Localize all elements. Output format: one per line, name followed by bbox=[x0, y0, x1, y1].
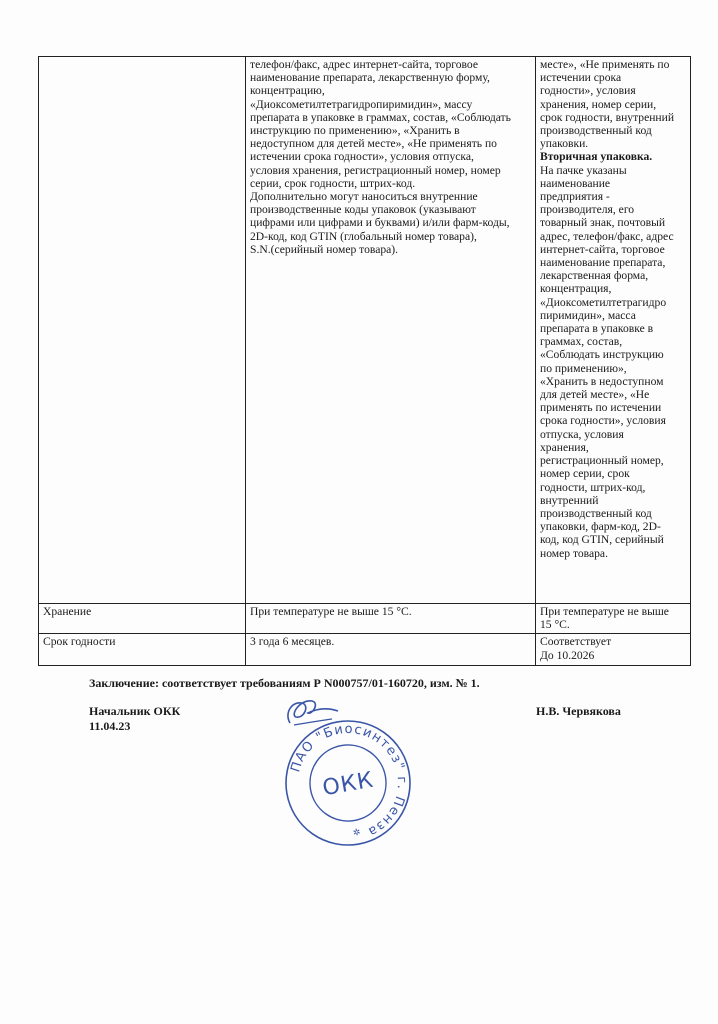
okk-stamp bbox=[283, 718, 413, 848]
requirement-text bbox=[250, 58, 532, 256]
requirement-line: недоступном для детей месте», «Не применять по bbox=[250, 137, 497, 151]
result-line: Соответствует bbox=[540, 635, 612, 649]
cell-label-shelf-life: Срок годности bbox=[39, 634, 246, 666]
result-line: применять по истечении bbox=[540, 401, 662, 415]
result-line: интернет-сайта, торговое bbox=[540, 242, 665, 256]
result-line: внутренний bbox=[540, 493, 599, 507]
stamp-ring-text: ПАО "Биосинтез" г. Пенза bbox=[288, 721, 410, 840]
result-text-primary bbox=[540, 58, 687, 150]
signatory-name: Н.В. Червякова bbox=[536, 704, 621, 718]
svg-text:✲: ✲ bbox=[352, 826, 362, 838]
requirement-line: S.N.(серийный номер товара). bbox=[250, 242, 399, 256]
result-line: упаковки, фарм-код, 2D- bbox=[540, 520, 661, 534]
table-row-packaging bbox=[39, 57, 691, 604]
result-line: годности», условия bbox=[540, 84, 636, 98]
result-line: лекарственная форма, bbox=[540, 269, 649, 283]
result-line: При температуре не выше bbox=[540, 605, 669, 618]
result-line: для детей месте», «Не bbox=[540, 388, 650, 402]
requirement-line: телефон/факс, адрес интернет-сайта, торговое bbox=[250, 58, 479, 71]
result-line: производственный код bbox=[540, 506, 652, 520]
result-line: «Диоксометилтетрагидро bbox=[540, 295, 667, 309]
signatory-date: 11.04.23 bbox=[89, 719, 131, 733]
cell-label-packaging bbox=[39, 57, 246, 604]
result-line: номер серии, срок bbox=[540, 467, 630, 481]
result-line: номер товара. bbox=[540, 546, 608, 560]
signatory-position: Начальник ОКК bbox=[89, 704, 181, 718]
result-line: отпуска, условия bbox=[540, 427, 624, 441]
requirement-line: инструкцию по применению», «Хранить в bbox=[250, 124, 460, 138]
result-line: годности, штрих-код, bbox=[540, 480, 646, 494]
result-line: На пачке указаны bbox=[540, 163, 627, 177]
cell-label-storage: Хранение bbox=[39, 604, 246, 634]
result-line: граммах, состав, bbox=[540, 335, 623, 349]
result-line: До 10.2026 bbox=[540, 648, 595, 662]
result-line: месте», «Не применять по bbox=[540, 58, 670, 71]
cell-requirement-shelf-life: 3 года 6 месяцев. bbox=[246, 634, 536, 666]
result-line: наименование bbox=[540, 176, 611, 190]
cell-result-shelf-life bbox=[536, 634, 691, 666]
result-line: «Соблюдать инструкцию bbox=[540, 348, 664, 362]
requirement-line: концентрацию, bbox=[250, 84, 325, 98]
result-line: хранения, номер серии, bbox=[540, 97, 657, 111]
result-line: по применению», bbox=[540, 361, 627, 375]
cell-requirement-storage: При температуре не выше 15 °С. bbox=[246, 604, 536, 634]
cell-result-storage bbox=[536, 604, 691, 634]
result-line: товарный знак, почтовый bbox=[540, 216, 666, 230]
result-line: 15 °С. bbox=[540, 618, 570, 632]
result-line: производственный код bbox=[540, 124, 652, 138]
cell-requirement-packaging bbox=[246, 57, 536, 604]
requirement-line: истечении срока годности», условия отпуска, bbox=[250, 150, 474, 164]
requirement-line: наименование препарата, лекарственную форму, bbox=[250, 71, 490, 85]
table-row-storage bbox=[39, 604, 691, 634]
requirement-line: препарата в упаковке в граммах, состав, «Соблюдать bbox=[250, 110, 511, 124]
result-text-secondary bbox=[540, 164, 687, 560]
table-row-shelf-life bbox=[39, 634, 691, 666]
result-line: срок годности, внутренний bbox=[540, 110, 675, 124]
result-line: концентрация, bbox=[540, 282, 612, 296]
result-line: регистрационный номер, bbox=[540, 454, 664, 468]
requirements-table bbox=[38, 56, 691, 666]
signatory-block bbox=[89, 704, 180, 734]
requirement-line: 2D-код, код GTIN (глобальный номер товара), bbox=[250, 229, 477, 243]
result-line: производителя, его bbox=[540, 203, 635, 217]
conclusion-text: Заключение: соответствует требованиям Р N000757/01-160720, изм. № 1. bbox=[89, 676, 480, 690]
result-line: истечении срока bbox=[540, 71, 622, 85]
requirement-line: условия хранения, регистрационный номер, номер bbox=[250, 163, 501, 177]
result-line: хранения, bbox=[540, 440, 589, 454]
requirement-line: производственные коды упаковок (указывают bbox=[250, 203, 476, 217]
result-line: адрес, телефон/факс, адрес bbox=[540, 229, 674, 243]
stamp-center-text: ОКК bbox=[320, 767, 376, 802]
result-line: наименование препарата, bbox=[540, 256, 666, 270]
result-line: код, код GTIN, серийный bbox=[540, 533, 664, 547]
result-line: «Хранить в недоступном bbox=[540, 374, 664, 388]
requirement-line: Дополнительно могут наноситься внутренние bbox=[250, 190, 478, 204]
cell-result-packaging bbox=[536, 57, 691, 604]
requirement-line: «Диоксометилтетрагидропиримидин», массу bbox=[250, 97, 473, 111]
requirement-line: серии, срок годности, штрих-код. bbox=[250, 176, 416, 190]
result-line: препарата в упаковке в bbox=[540, 322, 654, 336]
result-line: срока годности», условия bbox=[540, 414, 666, 428]
result-line: упаковки. bbox=[540, 137, 589, 151]
requirement-line: цифрами или цифрами и буквами) и/или фарм-коды, bbox=[250, 216, 510, 230]
result-line: пиримидин», масса bbox=[540, 308, 636, 322]
result-line: предприятия - bbox=[540, 190, 610, 204]
secondary-packaging-heading: Вторичная упаковка. bbox=[540, 150, 653, 164]
